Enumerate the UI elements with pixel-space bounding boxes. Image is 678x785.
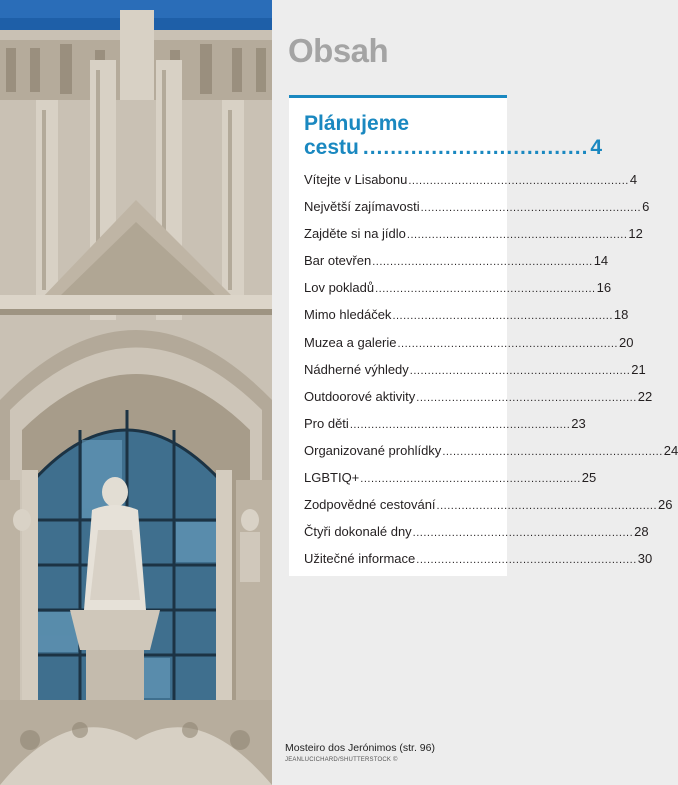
- toc-item-page: 16: [596, 280, 612, 296]
- toc-item-page: 24: [663, 442, 678, 458]
- toc-item-label: Lov pokladů: [304, 280, 375, 296]
- toc-item-label: Bar otevřen: [304, 253, 372, 269]
- toc-item-label: Zajděte si na jídlo: [304, 226, 406, 242]
- toc-item[interactable]: [304, 199, 650, 226]
- section-title[interactable]: [304, 112, 603, 160]
- toc-item-page: 12: [628, 226, 643, 242]
- toc-list: [304, 172, 678, 578]
- toc-leader: ..............................................................: [397, 337, 618, 350]
- toc-leader: ..............................................................: [412, 527, 634, 540]
- toc-item-page: 18: [613, 307, 629, 323]
- toc-leader: ..............................................................: [408, 175, 629, 187]
- toc-item[interactable]: [304, 334, 634, 362]
- toc-leader: ..............................................................: [375, 283, 596, 296]
- toc-card: [289, 95, 678, 576]
- photo-caption: Mosteiro dos Jerónimos (str. 96): [285, 742, 435, 754]
- toc-item[interactable]: [304, 470, 597, 497]
- toc-item-label: LGBTIQ+: [304, 470, 360, 486]
- toc-item-page: 30: [637, 551, 653, 567]
- toc-item-label: Nádherné výhledy: [304, 361, 409, 377]
- toc-item-label: Čtyři dokonalé dny: [304, 524, 412, 540]
- toc-item-label: Organizované prohlídky: [304, 442, 442, 458]
- toc-item-label: Outdoorové aktivity: [304, 388, 416, 404]
- monastery-window-illustration: [0, 0, 272, 785]
- toc-leader: ..............................................................: [372, 256, 593, 269]
- toc-item[interactable]: [304, 415, 586, 443]
- photo-credit: JEANLUCICHARD/SHUTTERSTOCK ©: [285, 757, 398, 763]
- toc-leader: ..............................................................: [442, 445, 663, 458]
- toc-leader: ..............................................................: [420, 202, 642, 215]
- toc-item[interactable]: [304, 442, 678, 470]
- toc-leader: ..............................................................: [416, 391, 637, 404]
- toc-item-page: 25: [581, 470, 597, 486]
- toc-item-label: Muzea a galerie: [304, 334, 397, 350]
- section-page-number: 4: [590, 136, 603, 159]
- toc-item-label: Zodpovědné cestování: [304, 497, 436, 513]
- cover-photo: [0, 0, 272, 785]
- toc-item[interactable]: [304, 307, 629, 334]
- toc-item-page: 21: [631, 361, 646, 377]
- toc-item-label: Největší zajímavosti: [304, 199, 420, 215]
- toc-leader: ..............................................................: [406, 229, 628, 242]
- toc-leader: ..............................................................: [392, 310, 613, 323]
- section-title-leader: .................................: [362, 136, 589, 159]
- toc-leader: ..............................................................: [360, 473, 581, 486]
- toc-item[interactable]: [304, 226, 643, 253]
- toc-item-page: 4: [629, 172, 638, 187]
- toc-item[interactable]: [304, 361, 646, 389]
- page-title: Obsah: [288, 32, 389, 69]
- toc-leader: ..............................................................: [409, 364, 631, 377]
- toc-item[interactable]: [304, 172, 638, 199]
- toc-item-page: 6: [642, 199, 650, 215]
- section-title-line1: Plánujeme: [304, 112, 410, 135]
- section-title-line2: cestu: [304, 136, 359, 159]
- toc-item[interactable]: [304, 280, 612, 307]
- toc-item-page: 23: [571, 415, 586, 431]
- toc-item[interactable]: [304, 551, 653, 578]
- toc-item-page: 14: [593, 253, 609, 269]
- toc-item-label: Vítejte v Lisabonu: [304, 172, 408, 187]
- toc-leader: ..............................................................: [436, 500, 658, 513]
- toc-item-page: 22: [637, 388, 653, 404]
- toc-item[interactable]: [304, 388, 653, 416]
- toc-item-label: Pro děti: [304, 415, 349, 431]
- toc-item-page: 28: [634, 524, 649, 540]
- toc-item[interactable]: [304, 497, 673, 524]
- toc-item[interactable]: [304, 253, 609, 280]
- toc-leader: ..............................................................: [416, 554, 637, 567]
- toc-item-label: Užitečné informace: [304, 551, 416, 567]
- toc-item-label: Mimo hledáček: [304, 307, 392, 323]
- toc-item-page: 26: [658, 497, 673, 513]
- toc-item-page: 20: [618, 334, 634, 350]
- toc-leader: ..............................................................: [349, 418, 571, 431]
- toc-item[interactable]: [304, 524, 649, 551]
